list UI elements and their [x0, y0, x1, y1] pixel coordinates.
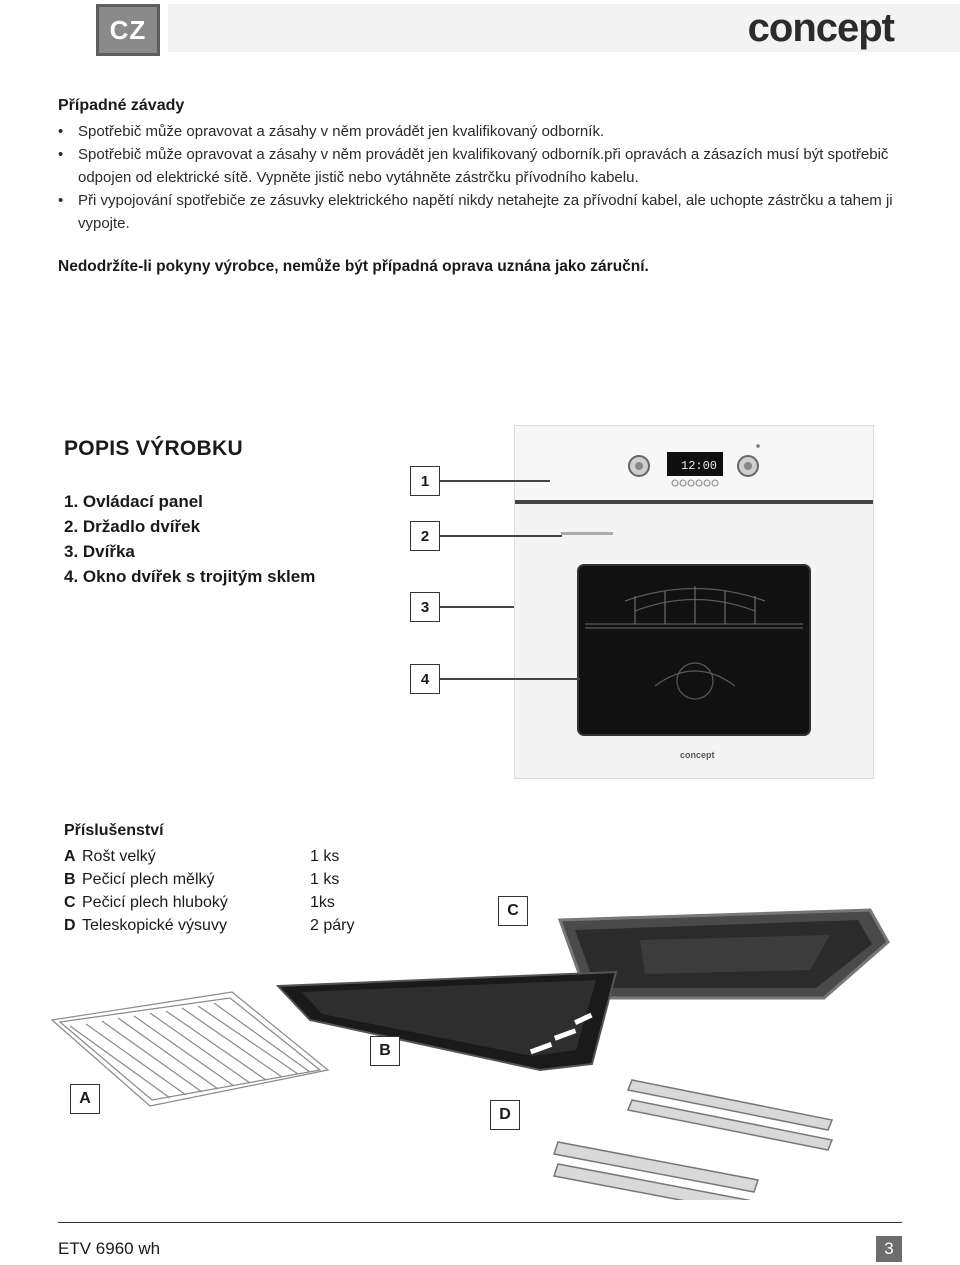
table-row: [64, 845, 354, 868]
callout-3: 3: [410, 592, 440, 622]
warranty-note: Nedodržíte-li pokyny výrobce, nemůže být případná oprava uznána jako záruční.: [58, 258, 649, 275]
product-section-title: POPIS VÝROBKU: [64, 437, 243, 460]
label-c: C: [498, 896, 528, 926]
oven-illustration: [514, 425, 874, 779]
acc-name: Teleskopické výsuvy: [82, 917, 227, 934]
accessories-title: Příslušenství: [64, 822, 164, 839]
acc-letter: C: [64, 894, 76, 911]
oven-brand: concept: [680, 750, 715, 760]
repairs-item: • Spotřebič může opravovat a zásahy v něm provádět jen kvalifikovaný odborník.: [58, 120, 908, 143]
language-badge: CZ: [96, 4, 160, 56]
repairs-list: [58, 120, 908, 235]
acc-name: Rošt velký: [82, 848, 156, 865]
part-item: 4. Okno dvířek s trojitým sklem: [64, 567, 316, 586]
callout-line-1: [440, 480, 550, 482]
label-b: B: [370, 1036, 400, 1066]
acc-qty: 2 páry: [310, 917, 355, 934]
shallow-tray-icon: [278, 972, 616, 1070]
repairs-heading: Případné závady: [58, 97, 185, 114]
part-item: 3. Dvířka: [64, 542, 135, 561]
callout-1: 1: [410, 466, 440, 496]
acc-name: Pečicí plech hluboký: [82, 894, 228, 911]
acc-letter: B: [64, 871, 76, 888]
part-item: 2. Držadlo dvířek: [64, 517, 201, 536]
repairs-item: • Při vypojování spotřebiče ze zásuvky elektrického napětí nikdy netahejte za přívodní kabel, ale uchopte zástrčku a tahem ji vypojte.: [58, 189, 908, 235]
part-item: 1. Ovládací panel: [64, 492, 203, 511]
page-number: 3: [876, 1236, 902, 1262]
callout-line-3: [440, 606, 514, 608]
callout-2: 2: [410, 521, 440, 551]
acc-qty: 1 ks: [310, 848, 340, 865]
door-window: [578, 565, 810, 735]
label-a: A: [70, 1084, 100, 1114]
telescopic-rails-icon: [554, 1080, 832, 1200]
display-time: 12:00: [681, 459, 718, 473]
parts-list: [64, 489, 315, 589]
oven-drawing: [515, 426, 873, 778]
repairs-item: • Spotřebič může opravovat a zásahy v něm provádět jen kvalifikovaný odborník.při opravách a zásazích musí být spotřebič odpojen od elektrické sítě. Vypněte jistič nebo vytáhněte zástrčku přívodního kabelu.: [58, 143, 908, 189]
callout-line-4: [440, 678, 580, 680]
acc-qty: 1ks: [310, 894, 335, 911]
model-name: ETV 6960 wh: [58, 1239, 161, 1258]
label-d: D: [490, 1100, 520, 1130]
footer-divider: [58, 1222, 902, 1223]
accessories-illustration: [40, 880, 900, 1200]
callout-4: 4: [410, 664, 440, 694]
acc-name: Pečicí plech mělký: [82, 871, 215, 888]
acc-letter: A: [64, 848, 76, 865]
acc-letter: D: [64, 917, 76, 934]
brand-logo: concept: [747, 6, 894, 50]
acc-qty: 1 ks: [310, 871, 340, 888]
callout-line-2: [440, 535, 562, 537]
door-handle: [561, 532, 613, 535]
